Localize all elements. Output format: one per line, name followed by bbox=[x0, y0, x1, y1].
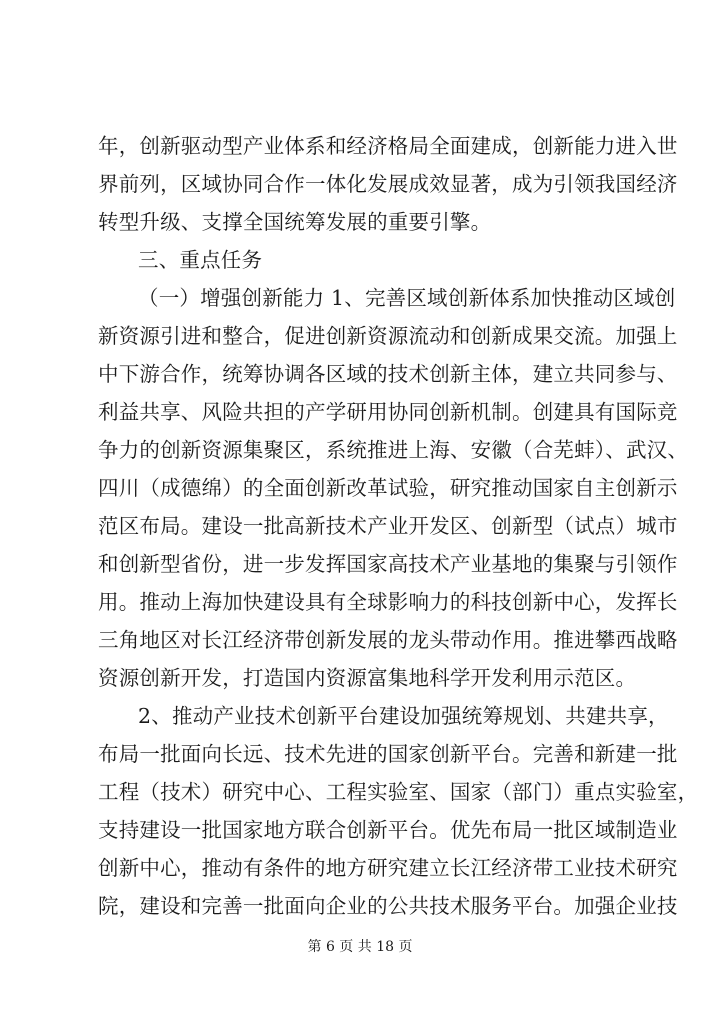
paragraph-line: 年，创新驱动型产业体系和经济格局全面建成，创新能力进入世 bbox=[98, 134, 678, 158]
paragraph-line: 支持建设一批国家地方联合创新平台。优先布局一批区域制造业 bbox=[98, 818, 678, 842]
paragraph-line: 资源创新开发，打造国内资源富集地科学开发利用示范区。 bbox=[98, 666, 637, 690]
paragraph-line: （一）增强创新能力 1、完善区域创新体系加快推动区域创 bbox=[138, 286, 676, 310]
section-heading: 三、重点任务 bbox=[138, 248, 263, 272]
paragraph-line: 布局一批面向长远、技术先进的国家创新平台。完善和新建一批 bbox=[98, 742, 678, 766]
paragraph-line: 四川（成德绵）的全面创新改革试验，研究推动国家自主创新示 bbox=[98, 476, 678, 500]
paragraph-line: 创新中心，推动有条件的地方研究建立长江经济带工业技术研究 bbox=[98, 856, 678, 880]
paragraph-line: 界前列，区域协同合作一体化发展成效显著，成为引领我国经济 bbox=[98, 172, 678, 196]
paragraph-line: 争力的创新资源集聚区，系统推进上海、安徽（合芜蚌）、武汉、 bbox=[98, 438, 689, 462]
paragraph-line: 转型升级、支撑全国统筹发展的重要引擎。 bbox=[98, 210, 492, 234]
paragraph-line: 新资源引进和整合，促进创新资源流动和创新成果交流。加强上 bbox=[98, 324, 678, 348]
paragraph-line: 中下游合作，统筹协调各区域的技术创新主体，建立共同参与、 bbox=[98, 362, 678, 386]
paragraph-line: 2、推动产业技术创新平台建设加强统筹规划、共建共享， bbox=[138, 704, 669, 728]
paragraph-line: 范区布局。建设一批高新技术产业开发区、创新型（试点）城市 bbox=[98, 514, 678, 538]
paragraph-line: 用。推动上海加快建设具有全球影响力的科技创新中心，发挥长 bbox=[98, 590, 678, 614]
page-number-footer: 第 6 页 共 18 页 bbox=[307, 939, 413, 955]
paragraph-line: 院，建设和完善一批面向企业的公共技术服务平台。加强企业技 bbox=[98, 894, 678, 918]
paragraph-line: 利益共享、风险共担的产学研用协同创新机制。创建具有国际竞 bbox=[98, 400, 678, 424]
paragraph-line: 和创新型省份，进一步发挥国家高技术产业基地的集聚与引领作 bbox=[98, 552, 678, 576]
paragraph-line: 工程（技术）研究中心、工程实验室、国家（部门）重点实验室， bbox=[98, 780, 699, 804]
paragraph-line: 三角地区对长江经济带创新发展的龙头带动作用。推进攀西战略 bbox=[98, 628, 678, 652]
